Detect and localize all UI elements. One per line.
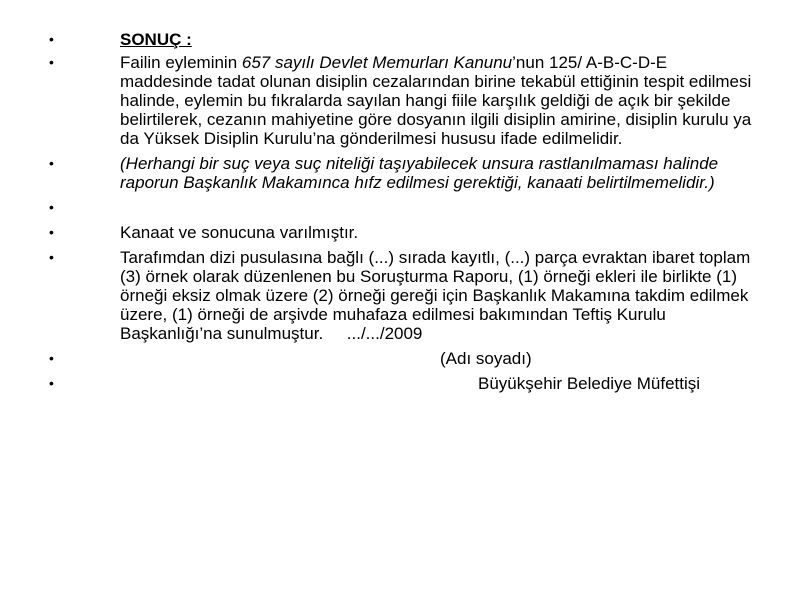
- bullet-icon: •: [49, 199, 54, 215]
- list-item-paragraph-4: [0, 248, 800, 343]
- signature-title: Büyükşehir Belediye Müfettişi: [478, 374, 701, 393]
- paragraph-1-prefix: Failin eyleminin: [120, 53, 242, 72]
- list-item-paragraph-2: [0, 154, 800, 192]
- paragraph-1-rest: ’nun 125/ A-B-C-D-E maddesinde tadat olunan disiplin cezalarından birine tekabül ettiğinin tespit edilmesi halinde, eylemin bu fıkralarda sayılan hangi fiile karşılık geldiği de açık bir şekilde belirtilerek, cezanın mahiyetine göre dosyanın ilgili disiplin amirine, disiplin kurulu ya da Yüksek Disiplin Kurulu’na gönderilmesi hususu ifade edilmelidir.: [120, 53, 752, 148]
- bullet-icon: •: [49, 350, 54, 366]
- bullet-icon: •: [49, 31, 54, 47]
- law-reference: 657 sayılı Devlet Memurları Kanunu: [241, 53, 513, 72]
- list-item-signature-title: [0, 374, 800, 393]
- list-item-empty: [0, 198, 800, 217]
- section-heading: SONUÇ :: [120, 30, 192, 49]
- paragraph-3: Kanaat ve sonucuna varılmıştır.: [120, 223, 359, 242]
- bullet-icon: •: [49, 155, 54, 171]
- bullet-icon: •: [49, 375, 54, 391]
- signature-name: (Adı soyadı): [440, 349, 532, 368]
- bullet-icon: •: [49, 54, 54, 70]
- bullet-icon: •: [49, 249, 54, 265]
- bullet-icon: •: [49, 224, 54, 240]
- paragraph-4: Tarafımdan dizi pusulasına bağlı (...) sırada kayıtlı, (...) parça evraktan ibaret toplam (3) örnek olarak düzenlenen bu Soruşturma Raporu, (1) örneği ekleri ile birlikte (1) örneği eksiz olmak üzere (2) örneği gereği için Başkanlık Makamına takdim edilmek üzere, (1) örneği de arşivde muhafaza edilmesi bakımından Teftiş Kurulu Başkanlığı’na sunulmuştur. .../.../2009: [120, 248, 755, 343]
- bullet-list: [0, 30, 800, 393]
- list-item-paragraph-1: [0, 53, 800, 148]
- list-item-paragraph-3: [0, 223, 800, 242]
- paragraph-2-note: (Herhangi bir suç veya suç niteliği taşıyabilecek unsura rastlanılmaması halinde raporun Başkanlık Makamınca hıfz edilmesi gerektiği, kanaati belirtilmemelidir.): [120, 154, 719, 192]
- list-item-signature-name: [0, 349, 800, 368]
- list-item-heading: [0, 30, 800, 49]
